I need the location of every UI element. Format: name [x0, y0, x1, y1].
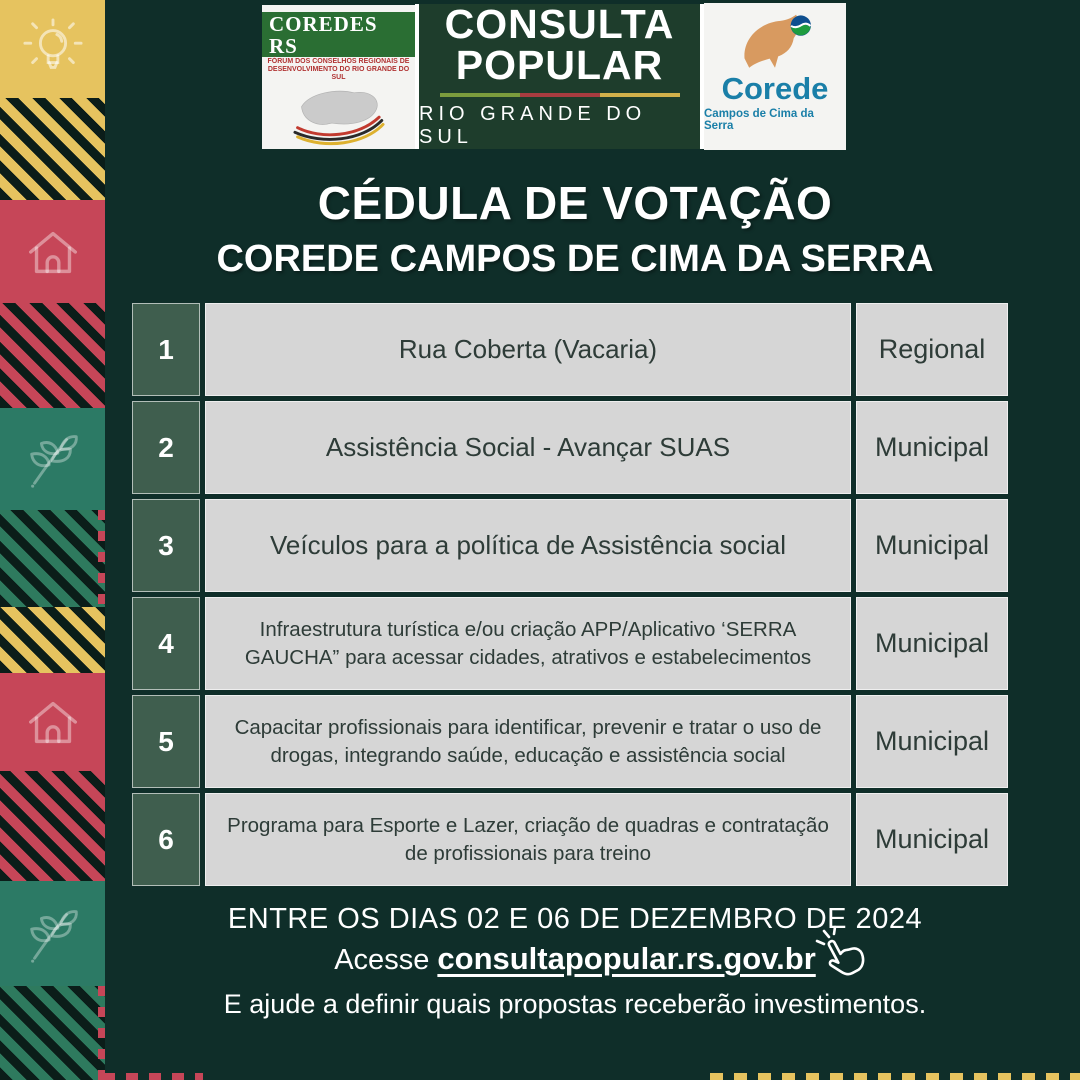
strip-block-yellow — [0, 0, 105, 98]
voting-dates: ENTRE OS DIAS 02 E 06 DE DEZEMBRO DE 2024 — [227, 903, 923, 935]
corede-logo-subtitle: Campos de Cima da Serra — [704, 108, 814, 132]
proposal-description: Infraestrutura turística e/ou criação APP/Aplicativo ‘SERRA GAUCHA” para acessar cidades, atrativos e estabelecimentos — [205, 597, 851, 690]
strip-block-stripes-green — [0, 510, 105, 607]
proposal-scope: Regional — [856, 303, 1008, 396]
consulta-logo-line2: POPULAR — [455, 42, 664, 88]
proposal-scope: Municipal — [856, 793, 1008, 886]
proposal-scope: Municipal — [856, 401, 1008, 494]
house-icon — [22, 221, 84, 283]
strip-block-red — [0, 673, 105, 771]
bottom-red-dashes — [103, 1073, 203, 1080]
footer-message: E ajude a definir quais propostas receberão investimentos. — [223, 989, 927, 1019]
corede-logo-title: Corede — [721, 71, 829, 106]
wheat-icon — [22, 428, 84, 490]
row-number: 2 — [132, 401, 200, 494]
red-dash-edge — [98, 986, 105, 1080]
coredes-subtitle-line2: DESENVOLVIMENTO DO RIO GRANDE DO SUL — [267, 65, 410, 82]
ballot-table — [132, 303, 1008, 886]
tricolor-yellow — [600, 93, 680, 97]
row-number: 4 — [132, 597, 200, 690]
coredes-subtitle-line1: FÓRUM DOS CONSELHOS REGIONAIS DE — [267, 57, 410, 65]
access-line — [334, 941, 816, 977]
strip-block-stripes-red — [0, 771, 105, 881]
table-row — [132, 793, 1008, 886]
lightbulb-icon — [22, 18, 84, 80]
rs-map-icon — [266, 83, 412, 149]
corede-map-icon — [732, 13, 818, 71]
consulta-logo-line3: RIO GRANDE DO SUL — [419, 103, 647, 148]
table-row — [132, 695, 1008, 788]
title-line1: CÉDULA DE VOTAÇÃO — [317, 177, 833, 229]
proposal-description: Veículos para a política de Assistência social — [205, 499, 851, 592]
proposal-description: Programa para Esporte e Lazer, criação de quadras e contratação de profissionais para treino — [205, 793, 851, 886]
consulta-popular-logo — [415, 1, 704, 149]
proposal-scope: Municipal — [856, 695, 1008, 788]
consulta-logo-line1: CONSULTA — [444, 1, 675, 47]
footer — [105, 903, 1045, 1020]
strip-block-stripes-red — [0, 303, 105, 408]
decorative-side-strip — [0, 0, 105, 1080]
row-number: 3 — [132, 499, 200, 592]
strip-block-stripes-green — [0, 986, 105, 1080]
corede-serra-logo — [704, 3, 846, 150]
table-row — [132, 597, 1008, 690]
access-prefix: Acesse — [334, 944, 438, 976]
tricolor-bar — [440, 93, 680, 97]
proposal-description: Rua Coberta (Vacaria) — [205, 303, 851, 396]
bottom-yellow-dashes — [710, 1073, 1080, 1080]
table-row — [132, 499, 1008, 592]
tricolor-green — [440, 93, 520, 97]
red-dash-edge — [98, 510, 105, 607]
coredes-rs-logo-subtitle — [262, 58, 415, 83]
table-row — [132, 401, 1008, 494]
page-title — [105, 176, 1045, 281]
strip-block-red — [0, 200, 105, 303]
strip-block-stripes-yellow — [0, 98, 105, 200]
row-number: 1 — [132, 303, 200, 396]
proposal-description: Assistência Social - Avançar SUAS — [205, 401, 851, 494]
consultapopular-link[interactable]: consultapopular.rs.gov.br — [437, 941, 816, 976]
wheat-icon — [22, 903, 84, 965]
table-row — [132, 303, 1008, 396]
tricolor-red — [520, 93, 600, 97]
proposal-scope: Municipal — [856, 499, 1008, 592]
coredes-rs-logo — [262, 5, 415, 149]
strip-block-teal — [0, 408, 105, 510]
row-number: 5 — [132, 695, 200, 788]
house-icon — [22, 691, 84, 753]
coredes-rs-logo-title: COREDES RS — [262, 12, 415, 57]
click-hand-icon — [814, 925, 868, 983]
proposal-scope: Municipal — [856, 597, 1008, 690]
header-logo-band — [262, 3, 846, 150]
strip-block-stripes-yellow — [0, 607, 105, 673]
proposal-description: Capacitar profissionais para identificar, prevenir e tratar o uso de drogas, integrando saúde, educação e assistência social — [205, 695, 851, 788]
title-line2: COREDE CAMPOS DE CIMA DA SERRA — [216, 238, 934, 280]
strip-block-teal — [0, 881, 105, 986]
row-number: 6 — [132, 793, 200, 886]
